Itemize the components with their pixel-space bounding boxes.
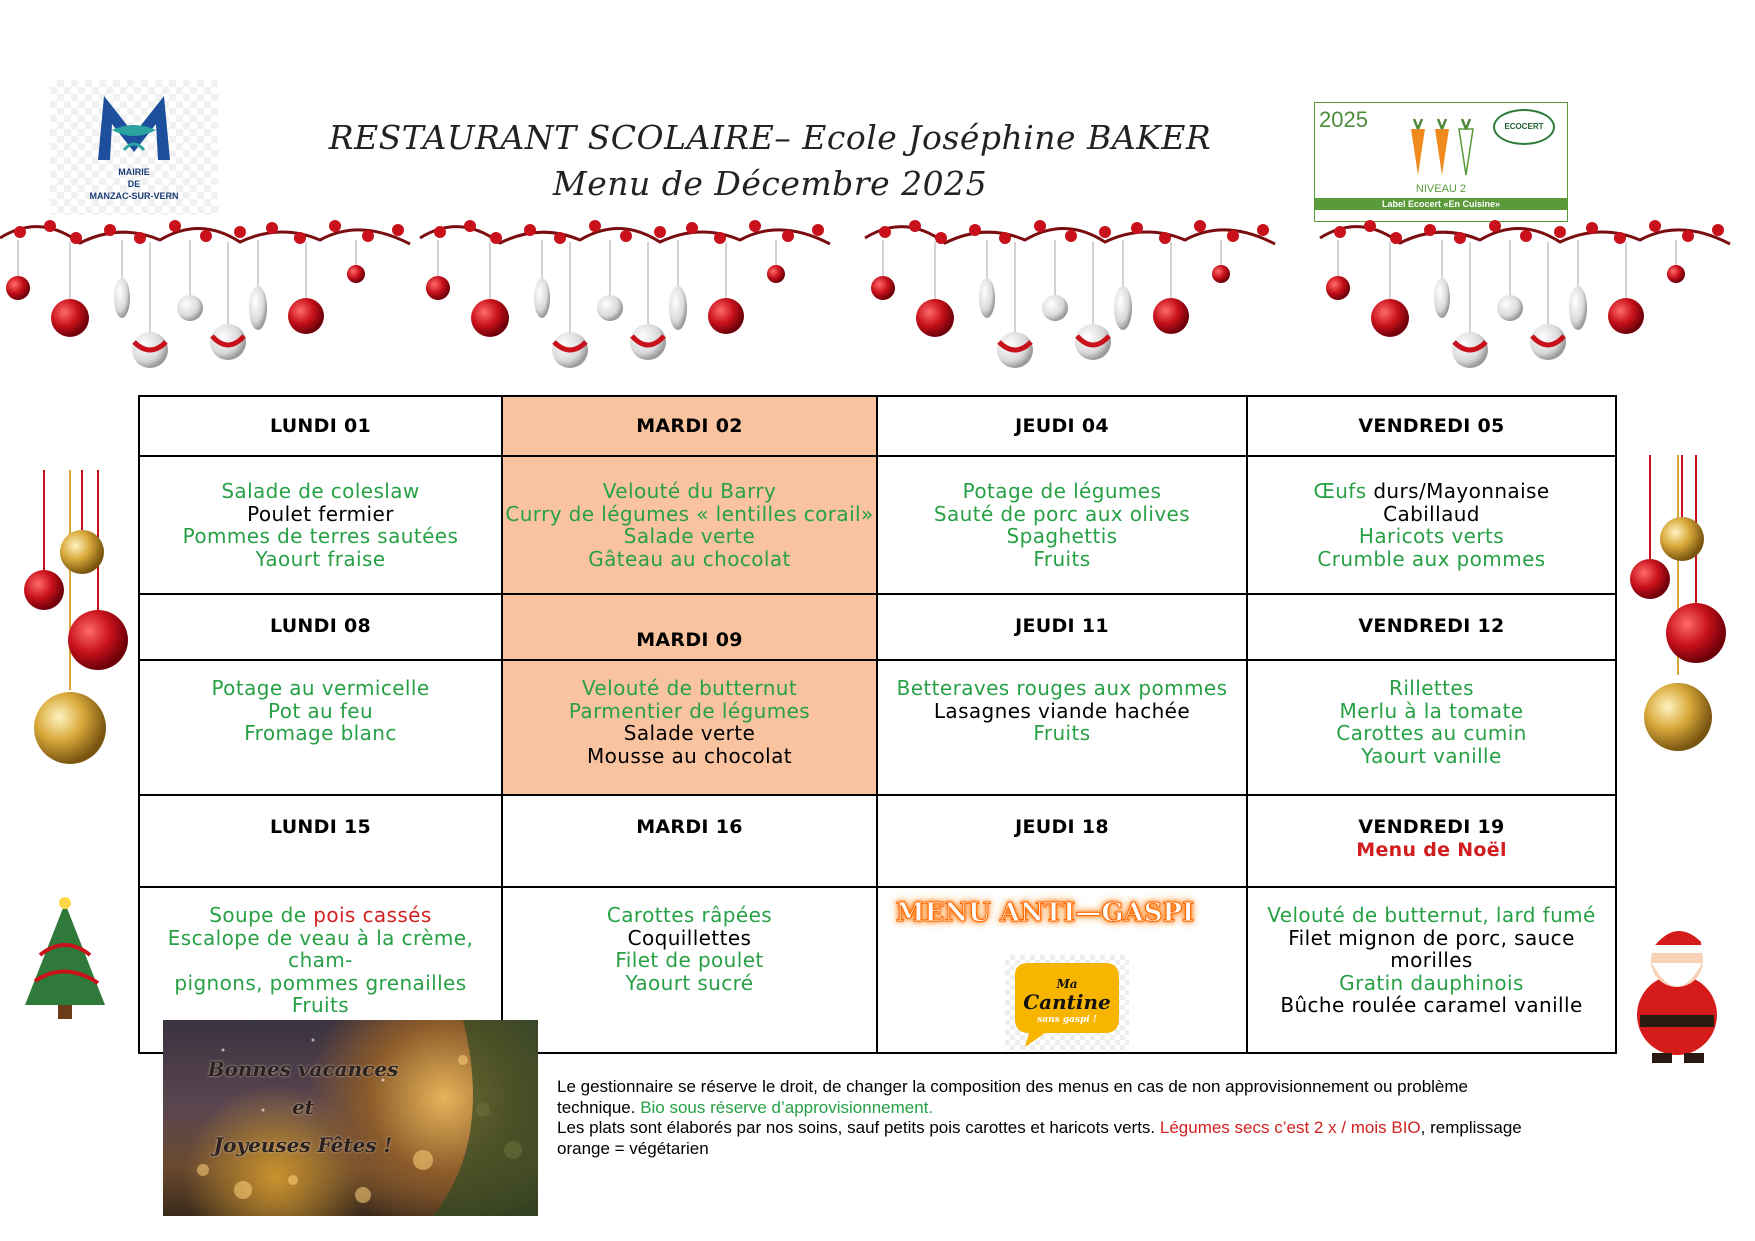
christmas-garland-icon <box>0 218 1755 368</box>
dish: Escalope de veau à la crème, cham- <box>167 925 474 972</box>
day-header-vendredi-05: VENDREDI 05 <box>1247 396 1616 456</box>
dish: Coquillettes <box>627 925 752 950</box>
dish: Fruits <box>291 993 350 1017</box>
note-text: technique. <box>557 1097 641 1117</box>
menu-cell-mardi-02 <box>502 456 877 594</box>
ecocert-year: 2025 <box>1319 107 1368 132</box>
page-title: RESTAURANT SCOLAIRE– Ecole Joséphine BAKER <box>328 118 1212 157</box>
dish: Gâteau au chocolat <box>588 546 791 571</box>
dish: Velouté de butternut, lard fumé <box>1267 903 1596 927</box>
left-ornaments-icon <box>20 470 130 770</box>
dish-part: pois cassés <box>313 903 432 927</box>
ma-cantine-badge <box>1005 955 1129 1051</box>
dish: Salade verte <box>623 524 756 548</box>
mairie-logo <box>50 80 218 215</box>
anti-gaspi-title: MENU ANTI—GASPI <box>895 898 1195 928</box>
dish: Spaghettis <box>1006 524 1118 548</box>
note-line <box>557 1118 1687 1139</box>
santa-claus-icon <box>1612 915 1742 1065</box>
dish-part: durs/Mayonnaise <box>1366 479 1550 503</box>
dish: Fruits <box>1033 721 1091 745</box>
footer-notes <box>557 1077 1687 1159</box>
mairie-text-line: MAIRIE <box>118 167 150 177</box>
menu-cell-vendredi-05 <box>1247 456 1616 594</box>
dish: Filet de poulet <box>615 948 764 972</box>
menu-cell-mardi-09 <box>502 660 877 795</box>
dish <box>140 904 501 927</box>
ecocert-seal: ECOCERT <box>1493 109 1555 145</box>
note-line: Le gestionnaire se réserve le droit, de changer la composition des menus en cas de non approvisionnement ou problème <box>557 1077 1468 1096</box>
dish: Salade de coleslaw <box>221 479 420 503</box>
menu-cell-jeudi-04 <box>877 456 1247 594</box>
dish: Yaourt sucré <box>625 970 754 995</box>
dish: Cabillaud <box>1383 501 1480 526</box>
note-text: Les plats sont élaborés par nos soins, sauf petits pois carottes et haricots verts. <box>557 1118 1160 1137</box>
ecocert-band: Label Ecocert «En Cuisine» <box>1315 198 1567 210</box>
dish: Mousse au chocolat <box>587 743 792 768</box>
menu-cell-vendredi-19 <box>1247 887 1616 1053</box>
dish: Potage de légumes <box>962 479 1162 503</box>
dish: Pommes de terres sautées <box>182 524 459 548</box>
dish-part: Œufs <box>1313 479 1367 503</box>
dish: Fruits <box>1033 546 1091 571</box>
dish: Rillettes <box>1389 676 1474 700</box>
christmas-tree-icon <box>10 895 120 1025</box>
holiday-card-image <box>163 1020 538 1216</box>
mairie-m-emblem-icon <box>90 90 178 166</box>
dish: Carottes râpées <box>606 903 773 927</box>
dish: Potage au vermicelle <box>211 676 430 700</box>
dish <box>1248 480 1615 503</box>
menu-cell-lundi-08 <box>139 660 502 795</box>
holiday-greeting <box>203 1050 403 1164</box>
menu-table <box>138 395 1617 1054</box>
dish: Carottes au cumin <box>1336 721 1527 745</box>
day-header-vendredi-19 <box>1247 795 1616 887</box>
dish: Fromage blanc <box>244 721 397 745</box>
day-header-mardi-16: MARDI 16 <box>502 795 877 887</box>
dish: Bûche roulée caramel vanille <box>1280 993 1583 1017</box>
day-header-jeudi-18: JEUDI 18 <box>877 795 1247 887</box>
mairie-text-line: MANZAC-SUR-VERN <box>89 191 179 201</box>
dish: Gratin dauphinois <box>1339 970 1524 995</box>
page-subtitle: Menu de Décembre 2025 <box>552 164 988 203</box>
dish: Velouté de butternut <box>581 676 798 700</box>
dish: Lasagnes viande hachée <box>933 698 1191 723</box>
dish: Yaourt vanille <box>1361 743 1502 768</box>
holiday-greeting-line: Bonnes vacances et <box>207 1057 399 1119</box>
ecocert-level: NIVEAU 2 <box>1415 183 1467 195</box>
day-label: VENDREDI 19 <box>1358 816 1505 838</box>
ecocert-label <box>1314 102 1568 222</box>
dish: Parmentier de légumes <box>568 698 811 723</box>
dish: Yaourt fraise <box>255 546 386 571</box>
mairie-text-line: DE <box>127 179 141 189</box>
dish: Merlu à la tomate <box>1339 698 1524 723</box>
cantine-badge-text: Ma <box>1056 977 1078 991</box>
dish: Pot au feu <box>267 698 374 723</box>
day-header-row <box>139 594 1616 660</box>
right-ornaments-icon <box>1620 455 1730 755</box>
dish: Poulet fermier <box>247 501 394 526</box>
noel-menu-label: Menu de Noël <box>1356 838 1507 861</box>
day-header-row <box>139 795 1616 887</box>
day-header-lundi-15: LUNDI 15 <box>139 795 502 887</box>
dish: Filet mignon de porc, sauce morilles <box>1288 925 1575 972</box>
carrots-icon <box>1403 117 1483 181</box>
dish: Crumble aux pommes <box>1317 546 1546 571</box>
day-header-lundi-08: LUNDI 08 <box>139 594 502 660</box>
dish-part: Soupe de <box>209 903 314 927</box>
note-legumes-text: Légumes secs c’est 2 x / mois BIO <box>1159 1118 1421 1137</box>
note-text: , remplissage <box>1420 1118 1522 1137</box>
day-header-row <box>139 396 1616 456</box>
note-line: orange = végétarien <box>557 1138 709 1158</box>
menu-cell-lundi-01 <box>139 456 502 594</box>
day-header-jeudi-11: JEUDI 11 <box>877 594 1247 660</box>
day-header-mardi-02: MARDI 02 <box>502 396 877 456</box>
holiday-greeting-line: Joyeuses Fêtes ! <box>213 1133 393 1157</box>
dish: Curry de légumes « lentilles corail» <box>505 501 874 526</box>
day-header-jeudi-04: JEUDI 04 <box>877 396 1247 456</box>
cantine-badge-text: Cantine <box>1023 990 1111 1014</box>
dish: Sauté de porc aux olives <box>933 501 1191 526</box>
menu-cell-jeudi-11 <box>877 660 1247 795</box>
day-header-mardi-09: MARDI 09 <box>502 594 877 660</box>
day-header-vendredi-12: VENDREDI 12 <box>1247 594 1616 660</box>
note-bio-text: Bio sous réserve d’approvisionnement. <box>640 1097 934 1117</box>
dish: Betteraves rouges aux pommes <box>896 676 1228 700</box>
dish: pignons, pommes grenailles <box>174 970 467 995</box>
menu-cell-vendredi-12 <box>1247 660 1616 795</box>
dish-row <box>139 456 1616 594</box>
dish: Haricots verts <box>1358 524 1505 548</box>
dish: Salade verte <box>623 721 756 745</box>
note-line <box>557 1098 1687 1119</box>
menu-cell-mardi-16 <box>502 887 877 1053</box>
day-header-lundi-01: LUNDI 01 <box>139 396 502 456</box>
dish-row <box>139 660 1616 795</box>
dish: Velouté du Barry <box>602 479 777 503</box>
cantine-badge-text: sans gaspi ! <box>1037 1015 1097 1025</box>
